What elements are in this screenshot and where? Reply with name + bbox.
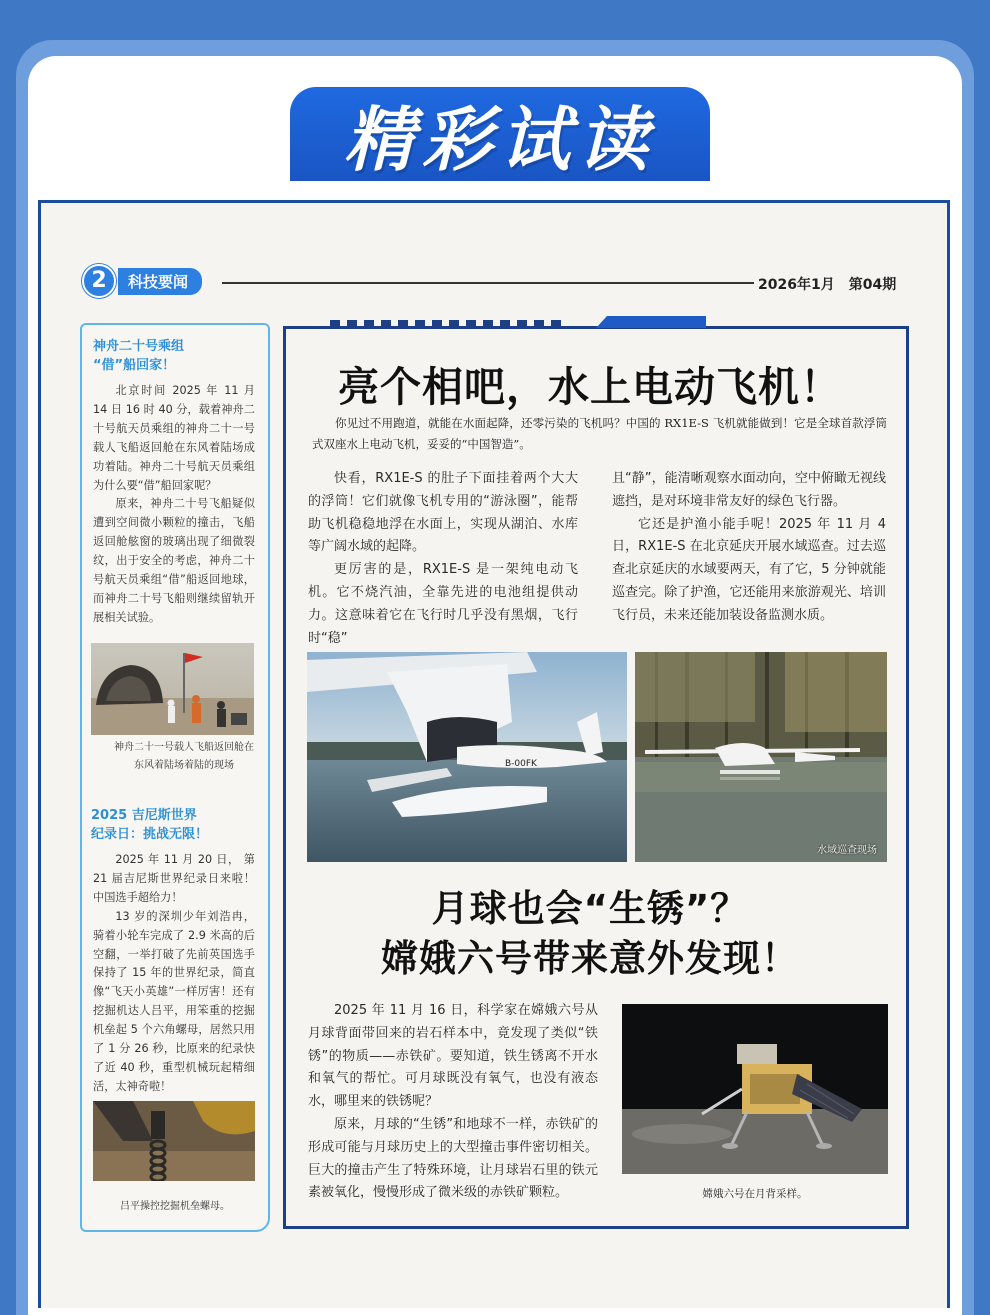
issue-info bbox=[758, 274, 896, 294]
section-number: 2 bbox=[82, 264, 116, 298]
header-rule bbox=[222, 282, 754, 284]
plane-registration: B-00FK bbox=[505, 759, 537, 769]
frame-tab-accent bbox=[596, 316, 706, 328]
excavator-photo bbox=[93, 1101, 255, 1181]
section-badge bbox=[82, 266, 212, 296]
water-patrol-caption: 水域巡查现场 bbox=[817, 845, 877, 856]
sidebar-story1-text: 北京时间 2025 年 11 月 14 日 16 时 40 分，载着神舟二十号航天员乘组的神舟二十一号载人飞船返回舱在东风着陆场成功着陆。神舟二十号航天员乘组为什么要“借”船回家呢？ 原来，神舟二十号飞船疑似遭到空间微小颗粒的撞击，飞船返回舱舷窗的玻璃出现了细微裂纹，出于安全的考虑，神舟二十号航天员乘组“借”船返回地球，而神舟二十号飞船则继续留轨开展相关试验。 bbox=[93, 384, 255, 624]
lunar-photo-caption: 嫦娥六号在月背采样。 bbox=[702, 1188, 808, 1200]
sidebar-story1-title: 神舟二十号乘组 “借”船回家！ bbox=[93, 339, 185, 373]
sidebar-story2-title: 2025 吉尼斯世界 纪录日：挑战无限！ bbox=[91, 808, 209, 842]
article1-left-column: 快看，RX1E-S 的肚子下面挂着两个大大的浮筒！它们就像飞机专用的“游泳圈”，能帮助飞机稳稳地浮在水面上，实现从湖泊、水库等广阔水域的起降。 更厉害的是，RX1E-S 是一架纯电动飞机。它不烧汽油，全靠先进的电池组提供动力。这意味着它在飞行时几乎没有黑烟，飞行时“稳” bbox=[308, 471, 578, 646]
banner-title-tab bbox=[290, 87, 710, 181]
frame-dash-decoration bbox=[330, 320, 561, 328]
water-patrol-photo bbox=[635, 652, 887, 862]
article1-lead: 你见过不用跑道，就能在水面起降，还零污染的飞机吗？中国的 RX1E-S 飞机就能做到！它是全球首款浮筒式双座水上电动飞机，妥妥的“中国智造”。 bbox=[312, 416, 887, 451]
section-label: 科技要闻 bbox=[118, 268, 202, 295]
excavator-photo-caption: 吕平操控挖掘机垒螺母。 bbox=[120, 1201, 230, 1212]
article2-text: 2025 年 11 月 16 日，科学家在嫦娥六号从月球背面带回来的岩石样本中，竟发现了类似“铁锈”的物质——赤铁矿。要知道，铁生锈离不开水和氧气的帮忙。可月球既没有氧气，也没有液态水，哪里来的铁锈呢？ 原来，月球的“生锈”和地球不一样，赤铁矿的形成可能与月球历史上的大型撞击事件密切相关。巨大的撞击产生了特殊环境，让月球岩石里的铁元素被氧化，慢慢形成了微米级的赤铁矿颗粒。 bbox=[308, 1003, 598, 1201]
article2-headline: 月球也会“生锈”？ 嫦娥六号带来意外发现！ bbox=[381, 887, 799, 980]
banner-title: 精彩试读 bbox=[344, 98, 656, 181]
landing-photo-caption: 神舟二十一号载人飞船返回舱在东风着陆场着陆的现场 bbox=[114, 742, 254, 771]
change6-lunar-photo bbox=[622, 1004, 888, 1174]
sidebar-story2-text: 2025 年 11 月 20 日， 第 21 届吉尼斯世界纪录日来啦！中国选手超给力！ 13 岁的深圳少年刘浩冉，骑着小轮车完成了 2.9 米高的后空翻，一举打破了先前英国选手保持了 15 年的世界纪录，简直像“飞天小英雄”一样厉害！还有挖掘机达人吕平，用笨重的挖掘机垒起 5 个六角螺母，居然只用了 1 分 26 秒，比原来的纪录快了近 40 秒，重型机械玩起精细活，太神奇啦！ bbox=[93, 853, 255, 1093]
issue-date: 2026年1月 bbox=[758, 277, 835, 293]
issue-number: 第04期 bbox=[848, 277, 897, 293]
landing-site-photo bbox=[91, 643, 254, 735]
seaplane-closeup-photo bbox=[307, 652, 627, 862]
article1-headline: 亮个相吧，水上电动飞机！ bbox=[338, 363, 842, 411]
article1-right-column: 且“静”，能清晰观察水面动向，空中俯瞰无视线遮挡，是对环境非常友好的绿色飞行器。 它还是护渔小能手呢！2025 年 11 月 4 日，RX1E-S 在北京延庆开展水域巡查。过去巡查北京延庆的水域要两天，有了它，5 分钟就能巡查完。除了护渔，它还能用来旅游观光、培训飞行员，未来还能加装设备监测水质。 bbox=[612, 471, 886, 623]
